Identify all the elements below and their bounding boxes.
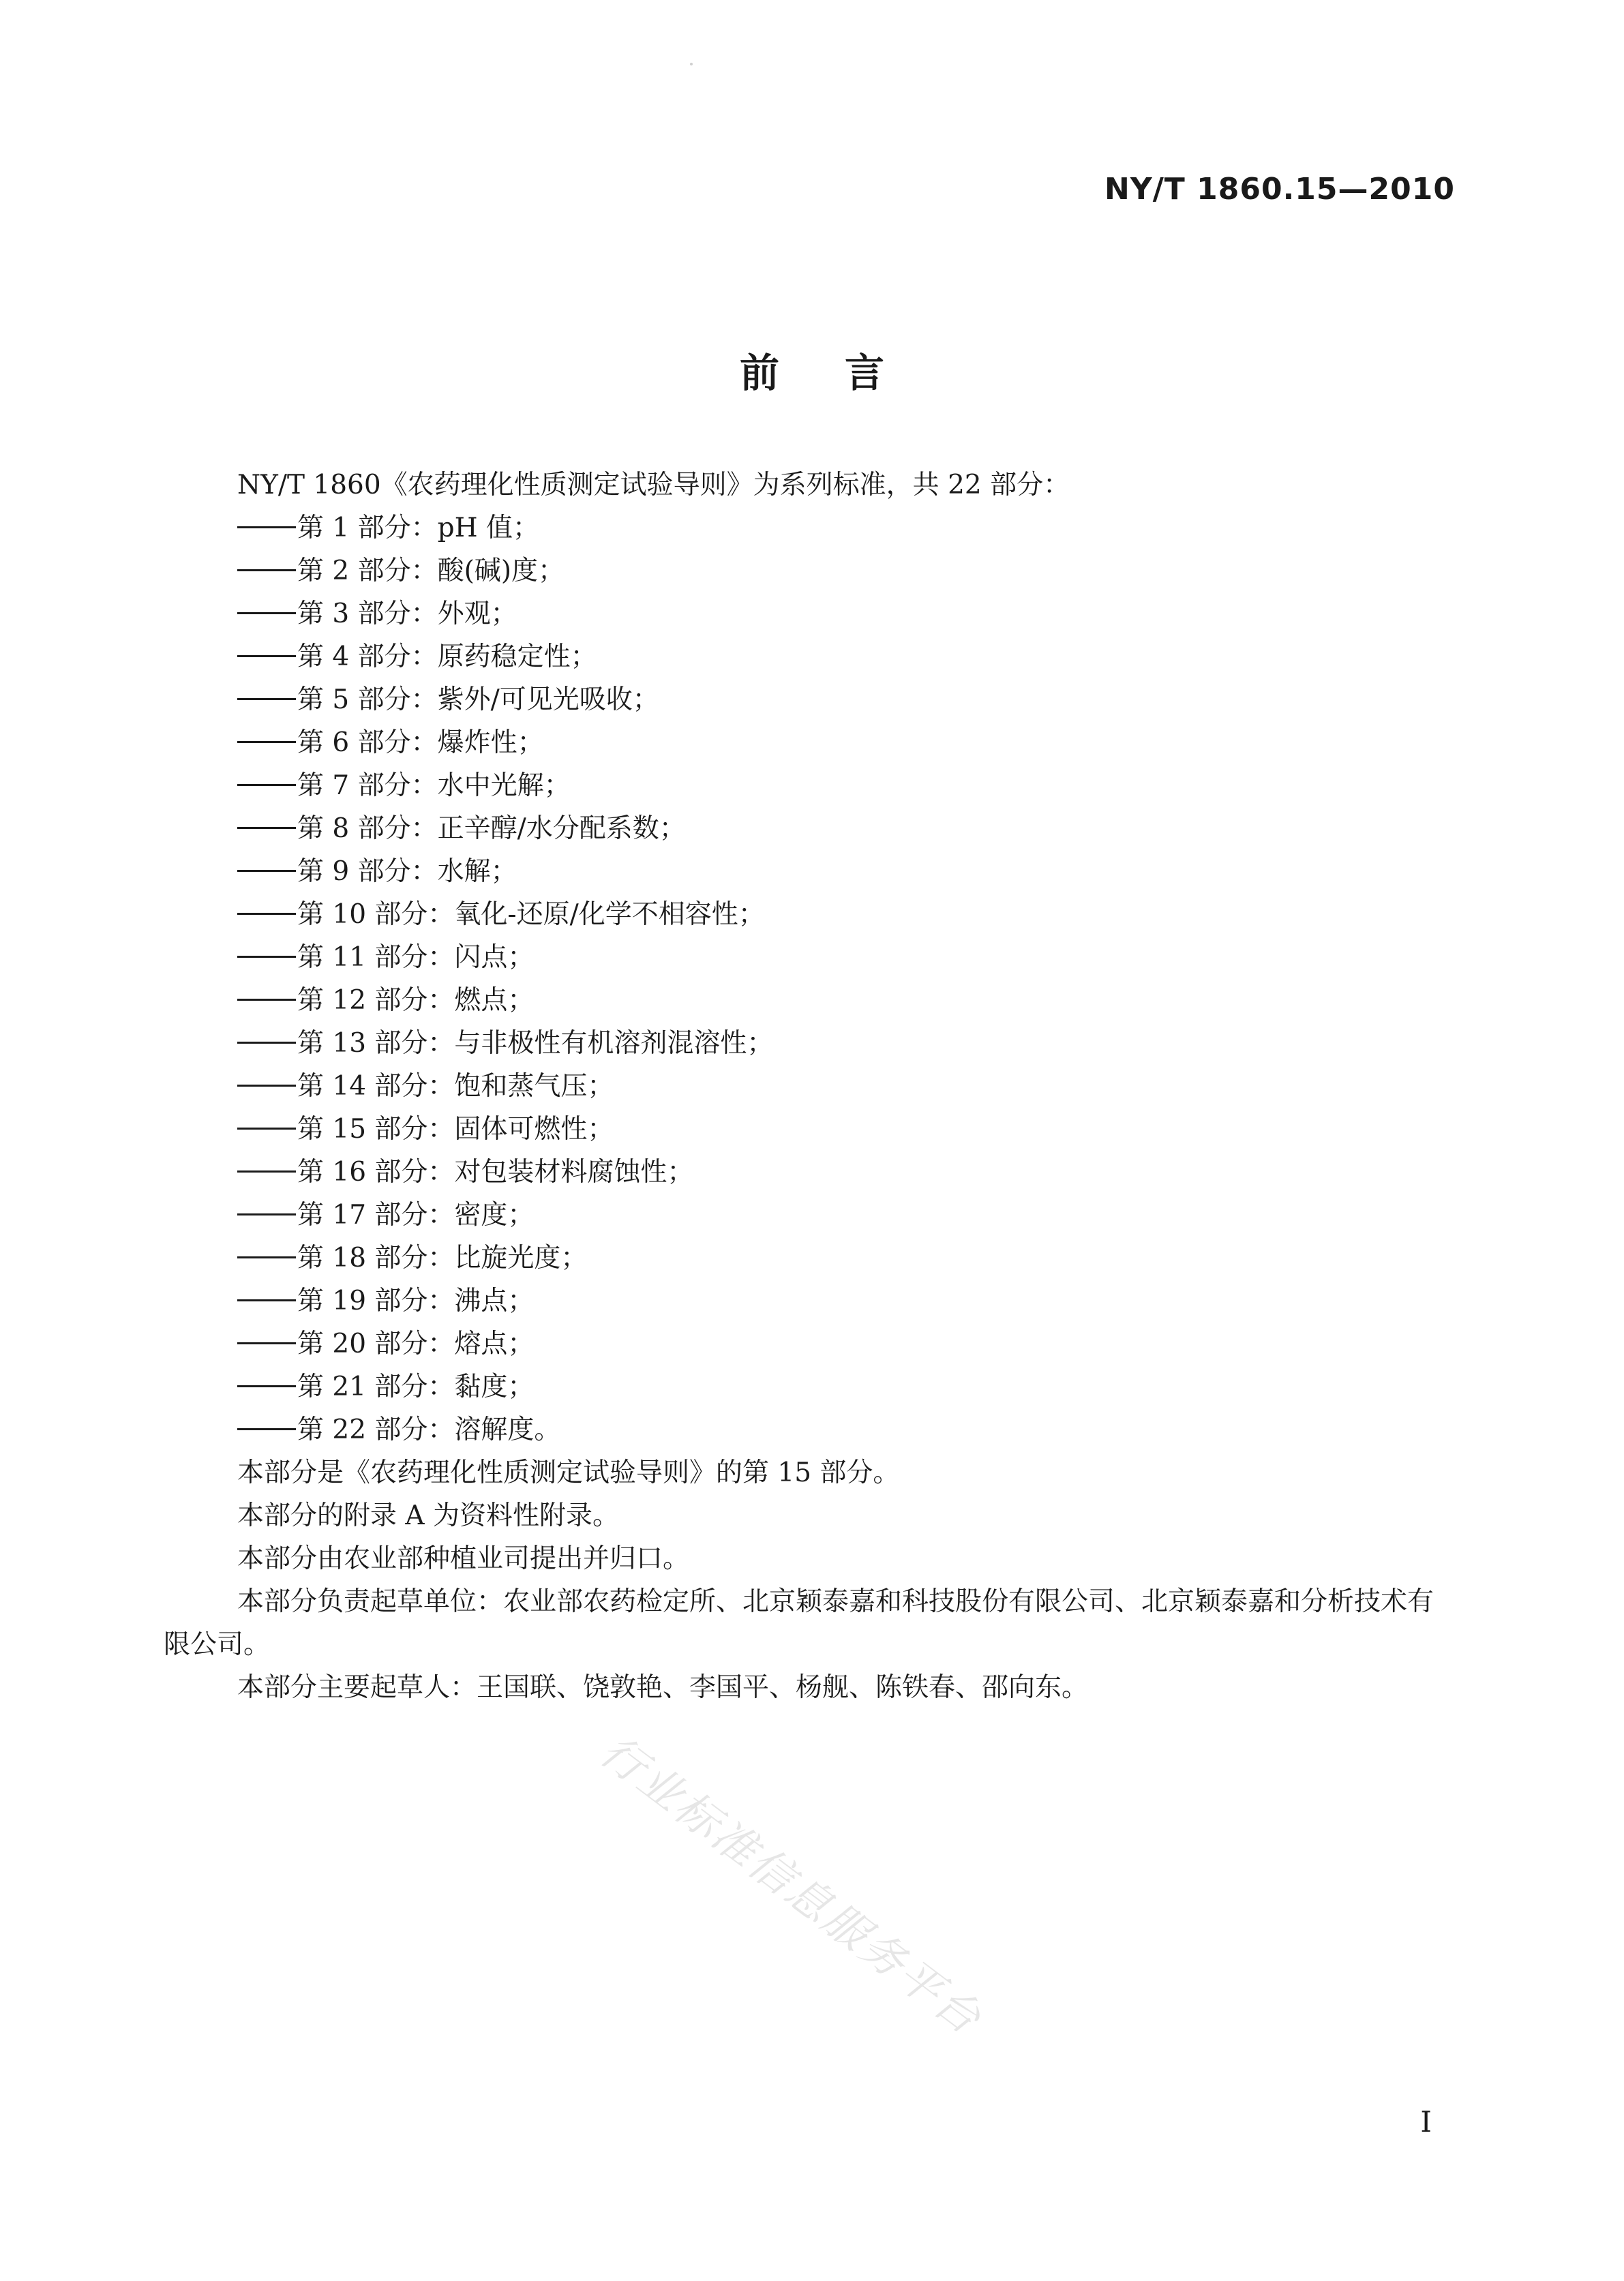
list-item: 第 1 部分：pH 值； [164, 507, 1456, 549]
dash-mark [237, 1128, 296, 1130]
list-item: 第 3 部分：外观； [164, 592, 1456, 635]
dash-mark [237, 698, 296, 700]
dash-mark [237, 956, 296, 958]
list-item: 第 22 部分：溶解度。 [164, 1408, 1456, 1451]
list-item: 第 12 部分：燃点； [164, 979, 1456, 1022]
dash-mark [237, 1256, 296, 1258]
dash-mark [237, 655, 296, 657]
list-item: 第 15 部分：固体可燃性； [164, 1108, 1456, 1151]
dash-mark [237, 827, 296, 829]
dash-mark [237, 1428, 296, 1430]
list-item: 第 5 部分：紫外/可见光吸收； [164, 678, 1456, 721]
proposer-paragraph: 本部分由农业部种植业司提出并归口。 [237, 1543, 690, 1574]
list-item: 第 19 部分：沸点； [164, 1280, 1456, 1323]
list-item: 第 20 部分：熔点； [164, 1323, 1456, 1365]
intro-paragraph: NY/T 1860《农药理化性质测定试验导则》为系列标准，共 22 部分： [237, 470, 1070, 500]
dash-mark [237, 784, 296, 786]
list-item: 第 14 部分：饱和蒸气压； [164, 1065, 1456, 1108]
dash-mark [237, 1042, 296, 1044]
list-item: 第 16 部分：对包装材料腐蚀性； [164, 1151, 1456, 1194]
standard-code: NY/T 1860.15—2010 [1104, 172, 1455, 207]
page-number: I [1420, 2105, 1432, 2139]
dash-mark [237, 526, 296, 528]
page-title: 前言 [739, 350, 950, 396]
appendix-paragraph: 本部分的附录 A 为资料性附录。 [237, 1500, 619, 1531]
drafting-units-paragraph: 本部分负责起草单位：农业部农药检定所、北京颖泰嘉和科技股份有限公司、北京颖泰嘉和分析技术有限公司。 [164, 1586, 1434, 1660]
dash-mark [237, 1385, 296, 1387]
dash-mark [237, 1299, 296, 1301]
dash-mark [237, 870, 296, 872]
list-item: 第 9 部分：水解； [164, 850, 1456, 893]
list-item: 第 13 部分：与非极性有机溶剂混溶性； [164, 1022, 1456, 1065]
drafters-paragraph: 本部分主要起草人：王国联、饶敦艳、李国平、杨舰、陈铁春、邵向东。 [237, 1672, 1089, 1703]
dash-mark [237, 569, 296, 571]
list-item: 第 10 部分：氧化-还原/化学不相容性； [164, 893, 1456, 936]
watermark-text: 行业标准信息服务平台 [590, 1725, 992, 2046]
dash-mark [237, 999, 296, 1001]
list-item: 第 11 部分：闪点； [164, 936, 1456, 979]
scan-smudge [690, 63, 693, 65]
list-item: 第 2 部分：酸(碱)度； [164, 549, 1456, 592]
dash-mark [237, 612, 296, 614]
foreword-body [164, 464, 1456, 1709]
list-item: 第 6 部分：爆炸性； [164, 721, 1456, 764]
dash-mark [237, 741, 296, 743]
list-item: 第 4 部分：原药稳定性； [164, 635, 1456, 678]
list-item: 第 8 部分：正辛醇/水分配系数； [164, 807, 1456, 850]
dash-mark [237, 1213, 296, 1215]
list-item: 第 17 部分：密度； [164, 1194, 1456, 1237]
list-item: 第 18 部分：比旋光度； [164, 1237, 1456, 1280]
dash-mark [237, 1085, 296, 1087]
series-paragraph: 本部分是《农药理化性质测定试验导则》的第 15 部分。 [237, 1457, 900, 1488]
list-item: 第 7 部分：水中光解； [164, 764, 1456, 807]
list-item: 第 21 部分：黏度； [164, 1365, 1456, 1408]
dash-mark [237, 913, 296, 915]
dash-mark [237, 1170, 296, 1173]
dash-mark [237, 1342, 296, 1344]
parts-list [164, 507, 1456, 1451]
